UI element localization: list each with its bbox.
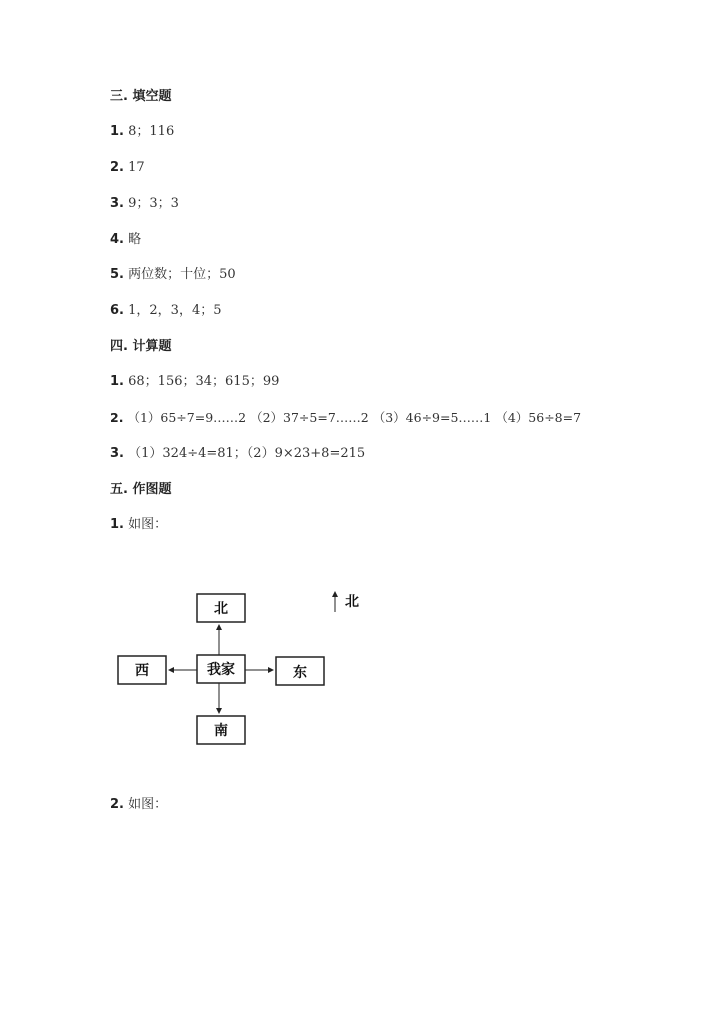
item-text: 两位数；十位；50 [128,267,236,282]
north-label: 北 [214,601,228,617]
section-title-fill-in: 三. 填空题 [110,89,172,104]
item-text: 68；156；34；615；99 [128,374,280,389]
item-text: 略 [128,232,142,247]
west-label: 西 [135,663,149,679]
item-number: 4. [110,232,124,247]
item-text: 1，2，3，4；5 [128,303,222,318]
south-label: 南 [214,723,228,739]
item-number: 2. [110,160,124,175]
item-text: 8；116 [128,124,175,139]
item-number: 5. [110,267,124,282]
item-text: （1）324÷4=81；（2）9×23+8=215 [128,446,366,461]
home-label: 我家 [207,662,235,678]
section-title-calculation: 四. 计算题 [110,339,172,354]
item-number: 2. [110,410,124,425]
item-number: 6. [110,303,124,318]
item-number: 1. [110,124,124,139]
item-text: 17 [128,160,145,175]
section-title-drawing: 五. 作图题 [110,482,172,497]
item-number: 2. [110,797,124,812]
item-number: 1. [110,517,124,532]
item-text: 如图： [128,797,168,812]
item-number: 1. [110,374,124,389]
item-number: 3. [110,196,124,211]
east-label: 东 [293,665,307,681]
compass-label: 北 [345,594,359,610]
item-text: （1）65÷7=9……2 （2）37÷5=7……2 （3）46÷9=5……1 （4）56÷8=7 [127,410,582,425]
item-text: 9；3；3 [128,196,179,211]
item-text: 如图： [128,517,168,532]
item-number: 3. [110,446,124,461]
